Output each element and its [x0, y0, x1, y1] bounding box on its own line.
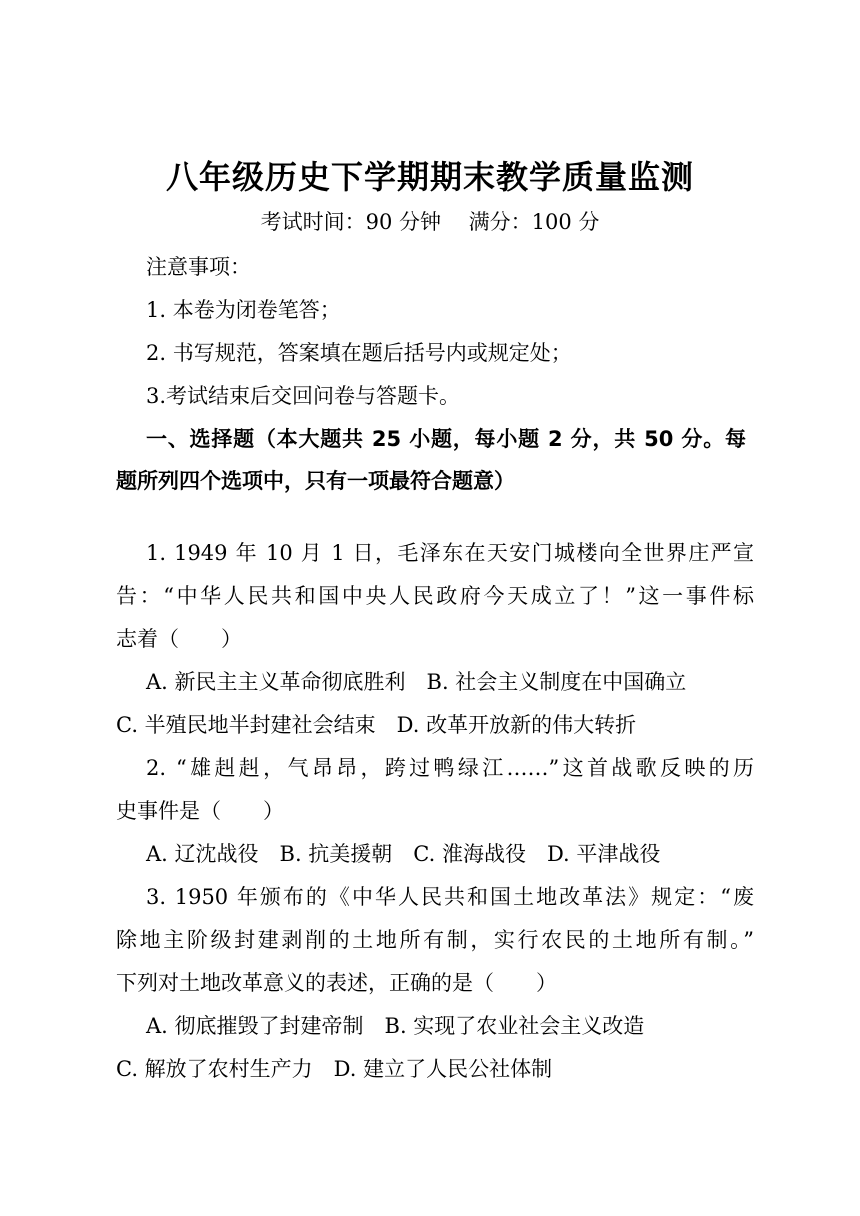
- question-option: A. 辽沈战役 B. 抗美援朝 C. 淮海战役 D. 平津战役: [146, 842, 661, 866]
- note-item: 2. 书写规范，答案填在题后括号内或规定处；: [146, 341, 572, 365]
- question-option: C. 半殖民地半封建社会结束 D. 改革开放新的伟大转折: [116, 713, 637, 737]
- question-text: 志着（ ）: [116, 627, 242, 651]
- question-option: A. 新民主主义革命彻底胜利 B. 社会主义制度在中国确立: [146, 670, 687, 694]
- question-option: A. 彻底摧毁了封建帝制 B. 实现了农业社会主义改造: [146, 1014, 645, 1038]
- note-item: 1. 本卷为闭卷笔答；: [146, 298, 341, 322]
- question-text: 1. 1949 年 10 月 1 日，毛泽东在天安门城楼向全世界庄严宣: [146, 541, 754, 565]
- section-heading-cont: 题所列四个选项中，只有一项最符合题意）: [116, 469, 515, 493]
- question-option: C. 解放了农村生产力 D. 建立了人民公社体制: [116, 1057, 553, 1081]
- note-item: 3.考试结束后交回问卷与答题卡。: [146, 384, 461, 408]
- exam-info: 考试时间：90 分钟 满分：100 分: [260, 210, 600, 234]
- question-text: 史事件是（ ）: [116, 799, 284, 823]
- page-title: 八年级历史下学期期末教学质量监测: [165, 158, 694, 196]
- notes-heading: 注意事项：: [146, 255, 251, 279]
- question-text: 除地主阶级封建剥削的土地所有制，实行农民的土地所有制。”: [116, 928, 754, 952]
- question-text: 下列对土地改革意义的表述，正确的是（ ）: [116, 971, 557, 995]
- section-heading: 一、选择题（本大题共 25 小题，每小题 2 分，共 50 分。每: [146, 427, 746, 451]
- question-text: 2. “雄赳赳，气昂昂，跨过鸭绿江……”这首战歌反映的历: [146, 756, 754, 780]
- question-text: 3. 1950 年颁布的《中华人民共和国土地改革法》规定：“废: [146, 885, 754, 909]
- question-text: 告：“中华人民共和国中央人民政府今天成立了！”这一事件标: [116, 584, 754, 608]
